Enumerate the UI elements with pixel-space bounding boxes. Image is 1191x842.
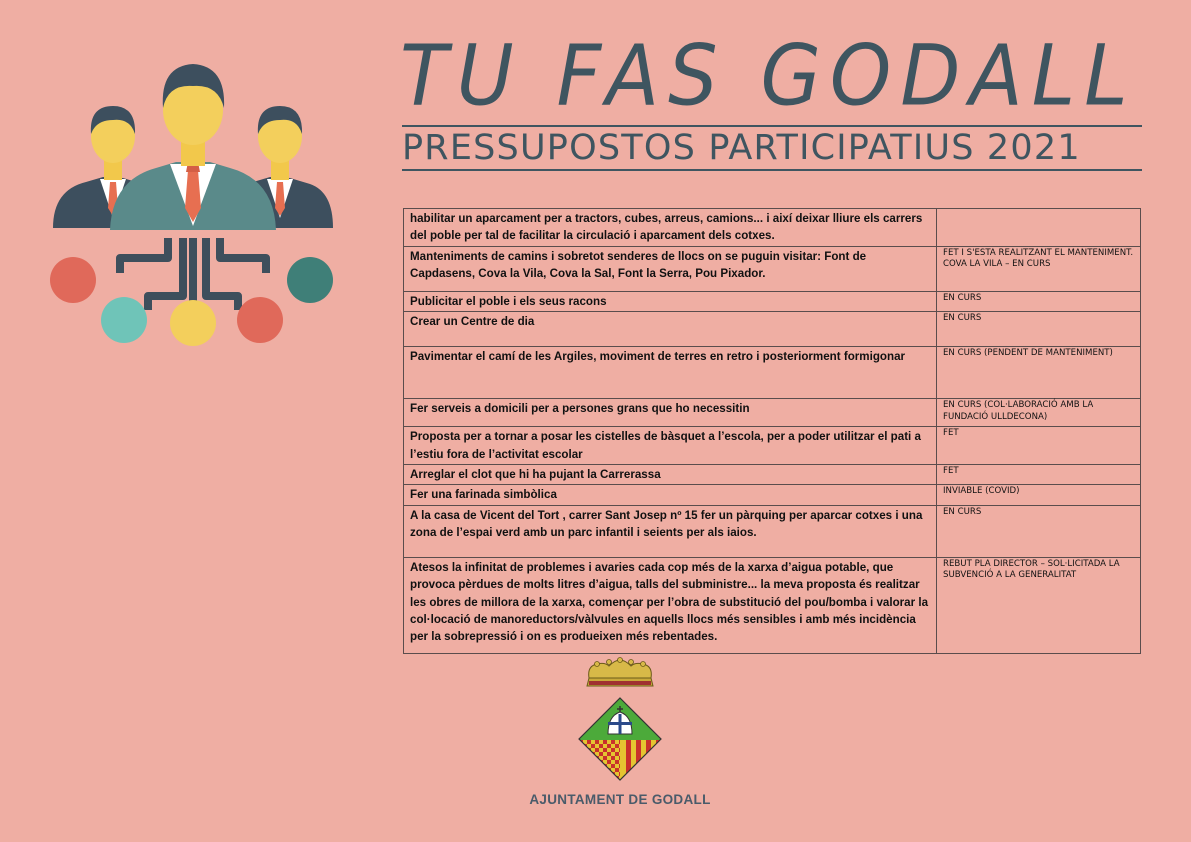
page-subtitle: PRESSUPOSTOS PARTICIPATIUS 2021 xyxy=(402,125,1142,171)
page-title: TU FAS GODALL xyxy=(400,28,1137,126)
table-row xyxy=(404,399,1141,427)
node-yellow xyxy=(170,300,216,346)
status-line: FET I S'ESTA REALITZANT EL MANTENIMENT. xyxy=(943,247,1134,258)
proposals-table xyxy=(403,208,1141,654)
status-cell xyxy=(937,209,1141,247)
proposal-cell: Crear un Centre de dia xyxy=(404,312,937,347)
proposal-cell: Atesos la infinitat de problemes i avaries cada cop més de la xarxa d’aigua potable, que provoca pèrdues de molts litres d’aigua, talls del subministre... la meva proposta és realitzar les obres de millora de la xarxa, començar per l’obra de substitució del pou/bomba i valorar la col·locació de manoreductors/vàlvules en aquells llocs més sensibles i amb més incidència per la sobrepressió i on es produeixen més rebentades. xyxy=(404,557,937,653)
table-row xyxy=(404,347,1141,399)
people-network-illustration xyxy=(48,58,338,350)
proposal-cell: Fer serveis a domicili per a persones grans que ho necessitin xyxy=(404,399,937,427)
status-cell: EN CURS xyxy=(937,505,1141,557)
status-line: COVA LA VILA – EN CURS xyxy=(943,259,1051,270)
table-row xyxy=(404,505,1141,557)
proposal-cell: Publicitar el poble i els seus racons xyxy=(404,291,937,311)
table-row xyxy=(404,312,1141,347)
proposal-cell: Fer una farinada simbòlica xyxy=(404,485,937,505)
status-cell: FET xyxy=(937,465,1141,485)
status-cell: EN CURS (COL·LABORACIÓ AMB LA FUNDACIÓ ULLDECONA) xyxy=(937,399,1141,427)
status-cell: EN CURS xyxy=(937,291,1141,311)
table-row xyxy=(404,291,1141,311)
table-row xyxy=(404,465,1141,485)
proposal-cell: Pavimentar el camí de les Argiles, moviment de terres en retro i posteriorment formigonar xyxy=(404,347,937,399)
status-cell: EN CURS xyxy=(937,312,1141,347)
table-row xyxy=(404,209,1141,247)
node-teal xyxy=(101,297,147,343)
status-cell: INVIABLE (COVID) xyxy=(937,485,1141,505)
status-cell xyxy=(937,246,1141,291)
node-dark-teal xyxy=(287,257,333,303)
table-row xyxy=(404,427,1141,465)
proposal-cell: A la casa de Vicent del Tort , carrer Sant Josep nº 15 fer un pàrquing per aparcar cotxes i una zona de l’espai verd amb un parc infantil i seients per als iaios. xyxy=(404,505,937,557)
table-row xyxy=(404,485,1141,505)
node-red-right xyxy=(237,297,283,343)
proposal-cell: Manteniments de camins i sobretot senderes de llocs on se puguin visitar: Font de Capdasens, Cova la Vila, Cova la Sal, Font la Serra, Pou Pixador. xyxy=(404,246,937,291)
table-row xyxy=(404,557,1141,653)
proposal-cell: Proposta per a tornar a posar les cistelles de bàsquet a l’escola, per a poder utilitzar el pati a l’estiu fora de l’activitat escolar xyxy=(404,427,937,465)
town-hall-label: AJUNTAMENT DE GODALL xyxy=(529,792,711,807)
status-cell: REBUT PLA DIRECTOR – SOL·LICITADA LA SUBVENCIÓ A LA GENERALITAT xyxy=(937,557,1141,653)
node-red-left xyxy=(50,257,96,303)
proposal-cell: habilitar un aparcament per a tractors, cubes, arreus, camions... i així deixar lliure els carrers del poble per tal de facilitar la circulació i aparcament dels cotxes. xyxy=(404,209,937,247)
status-cell: FET xyxy=(937,427,1141,465)
coat-of-arms-logo xyxy=(575,656,665,782)
table-row xyxy=(404,246,1141,291)
status-cell: EN CURS (PENDENT DE MANTENIMENT) xyxy=(937,347,1141,399)
proposal-cell: Arreglar el clot que hi ha pujant la Carrerassa xyxy=(404,465,937,485)
